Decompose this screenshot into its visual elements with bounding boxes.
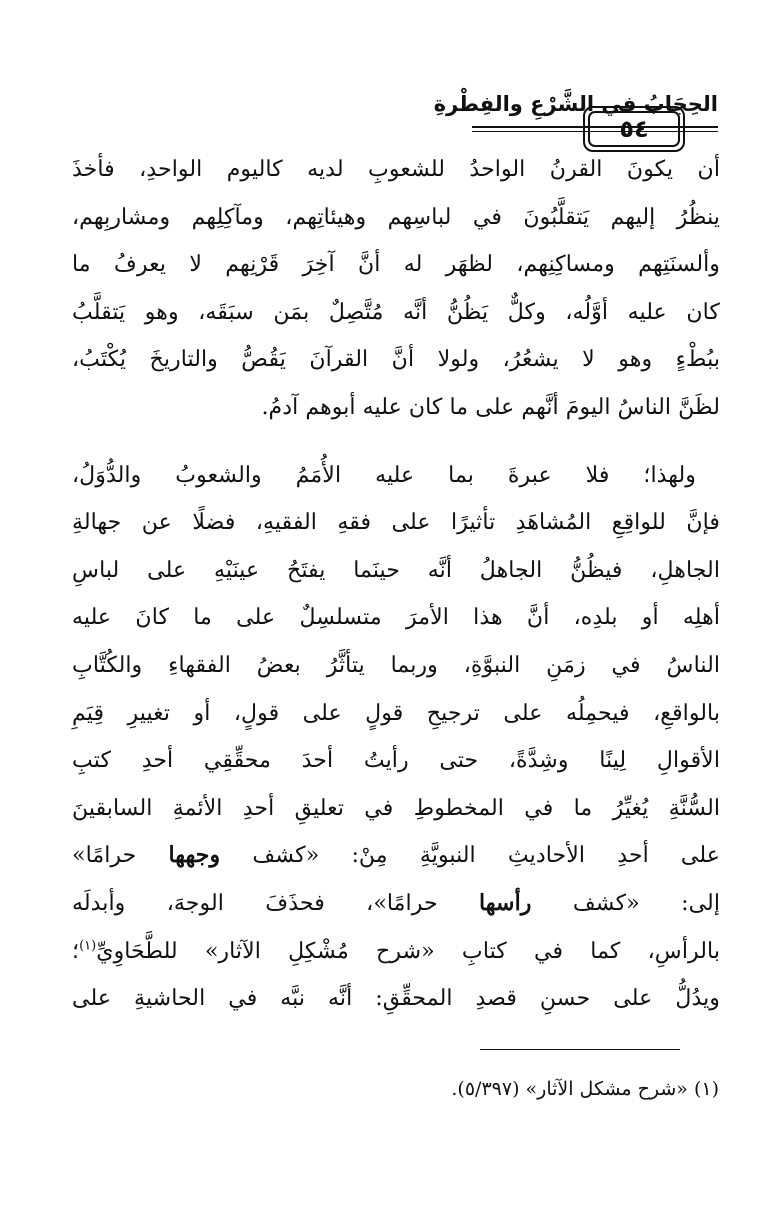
running-title: الحِجَابُ في الشَّرْعِ والفِطْرةِ (433, 92, 718, 116)
text-line: فإنَّ للواقِعِ المُشاهَدِ تأثيرًا على فقهِ الفقيهِ، فضلًا عن جهالةِ (72, 509, 720, 536)
text-line-quote-head (72, 880, 720, 928)
text-line: ويدُلُّ على حسنِ قصدِ المحقِّقِ: أنَّه نبَّه في الحاشيةِ على (72, 985, 720, 1012)
text-line: السُّنَّةِ يُغيِّرُ ما في المخطوطِ في تعليقِ أحدِ الأئمةِ السابقينَ (72, 794, 720, 821)
page-number: ٥٤ (588, 111, 680, 147)
footnote: (١) «شرح مشكل الآثار» (٥/٣٩٧). (451, 1078, 719, 1100)
main-text (72, 146, 720, 1023)
text-segment: ؛ (72, 937, 80, 964)
footnote-separator (480, 1049, 680, 1050)
text-line: أن يكونَ القرنُ الواحدُ للشعوبِ لديه كاليوم الواحدِ، فأخذَ (72, 156, 720, 182)
text-line: ببُطْءٍ وهو لا يشعُرُ، ولولا أنَّ القرآنَ يَقُصُّ والتاريخَ يُكْتَبُ، (72, 346, 720, 373)
text-line: ينظُرُ إليهم يَتقلَّبُونَ في لباسِهم وهيئاتِهم، ومآكِلِهم ومشاربِهم، (72, 203, 720, 230)
text-line: وألسنَتِهم ومساكِنِهم، لظهَر له أنَّ آخِرَ قَرْنِهم لا يعرفُ ما (72, 251, 720, 278)
page-header (88, 86, 718, 146)
emphasized-word: وجهها (168, 842, 221, 869)
text-line: أهلِه أو بلدِه، أنَّ هذا الأمرَ متسلسِلٌ على ما كانَ عليه (72, 604, 720, 631)
text-line: كان عليه أوَّلُه، وكلٌّ يَظُنُّ أنَّه مُتَّصِلٌ بمَن سبَقَه، وهو يَتقلَّبُ (72, 298, 720, 325)
text-line-with-footnote (72, 928, 720, 976)
text-line: بالواقعِ، فيحمِلُه على ترجيحِ قولٍ على قولٍ، أو تغييرِ قِيَمِ (72, 699, 720, 726)
text-segment: حرامًا»، فحذَفَ الوجهَ، وأبدلَه (72, 889, 480, 916)
text-line: ولهذا؛ فلا عبرةَ بما عليه الأُمَمُ والشعوبُ والدُّوَلُ، (72, 461, 696, 488)
text-line: الجاهلِ، فيظُنُّ الجاهلُ أنَّه حينَما يفتَحُ عينَيْهِ على لباسِ (72, 556, 720, 583)
header-rule-left (691, 126, 718, 132)
emphasized-word: رأسها (479, 889, 532, 916)
paragraph-gap (72, 432, 720, 452)
text-segment: إلى: «كشف (531, 889, 720, 916)
text-line: الناسُ في زمَنِ النبوَّةِ، وربما يتأثَّرُ بعضُ الفقهاءِ والكُتَّابِ (72, 651, 720, 678)
footnote-reference[interactable]: (١) (79, 938, 97, 954)
text-segment: على أحدِ الأحاديثِ النبويَّةِ مِنْ: «كشف (220, 842, 720, 869)
text-line-quote-face (72, 832, 720, 880)
text-line: لظَنَّ الناسُ اليومَ أنَّهم على ما كان عليه أبوهم آدمُ. (261, 393, 720, 420)
text-segment: بالرأسِ، كما في كتابِ «شرح مُشْكِلِ الآثار» للطَّحَاوِيِّ (96, 937, 720, 964)
text-segment: حرامًا» (72, 842, 169, 869)
text-line: الأقوالِ لِينًا وشِدَّةً، حتى رأيتُ أحدَ محقِّقِي أحدِ كتبِ (72, 747, 720, 774)
